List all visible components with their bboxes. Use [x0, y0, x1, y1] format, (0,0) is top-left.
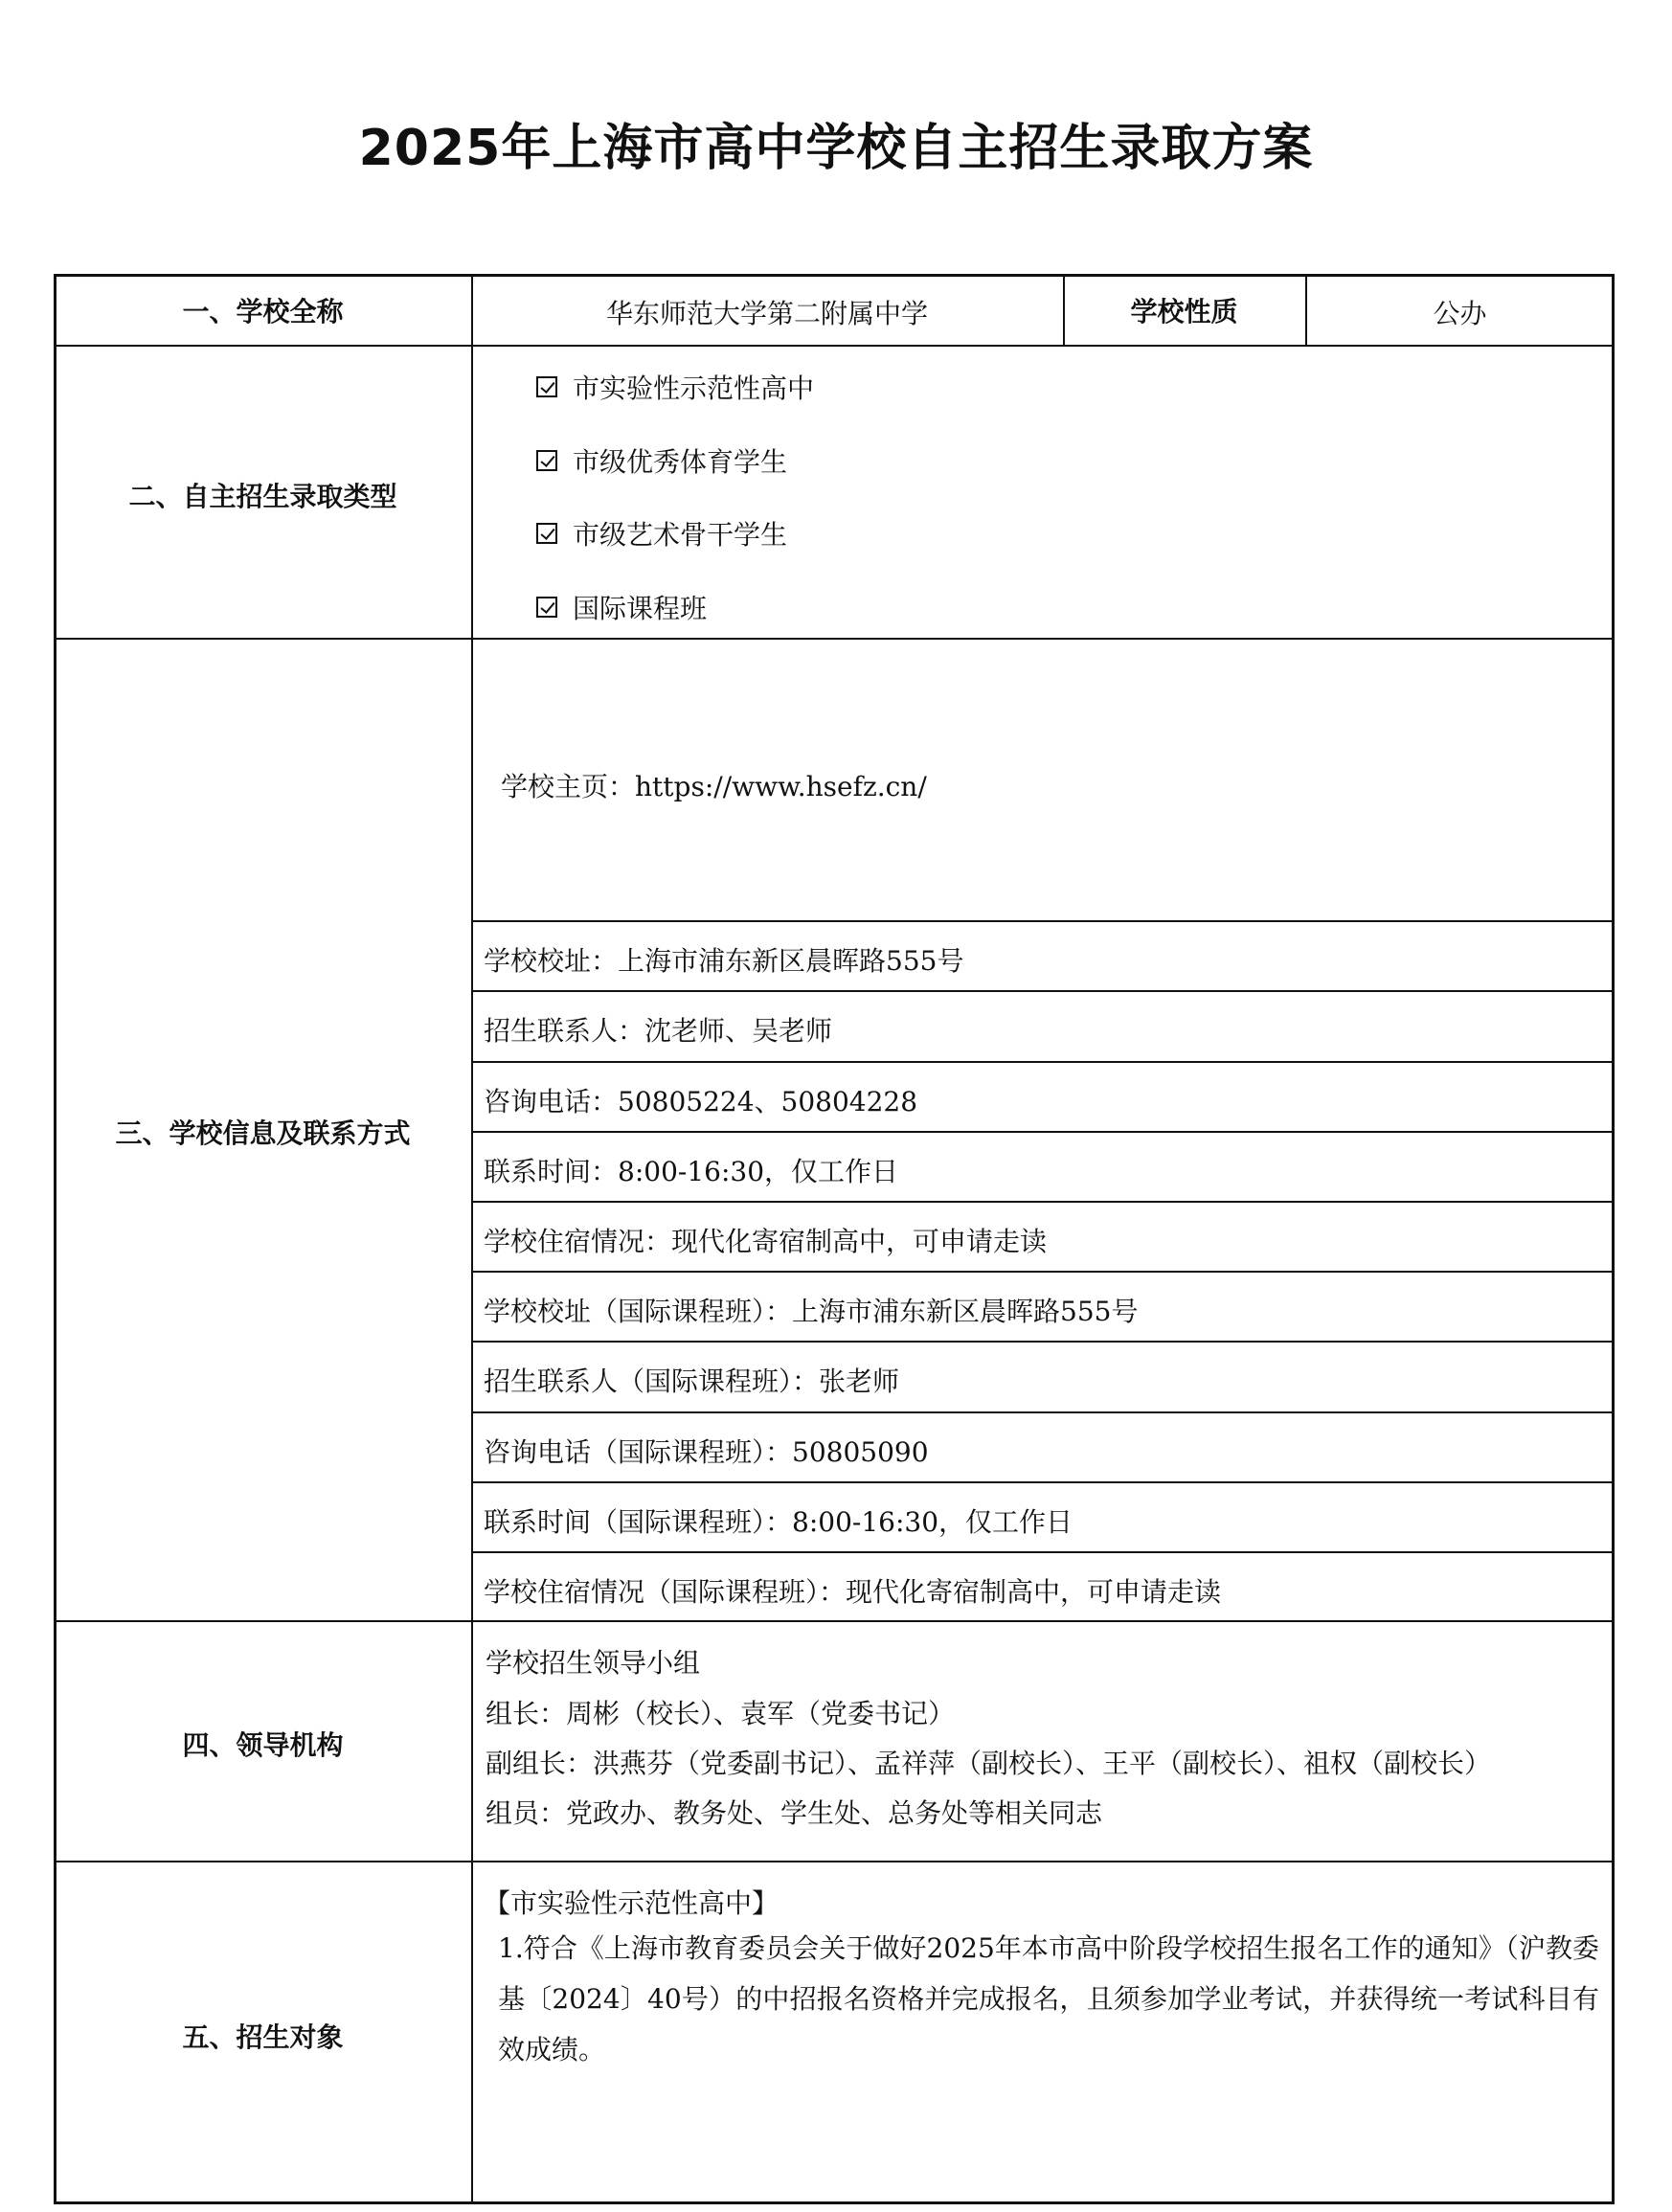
admission-type-item: 市级优秀体育学生: [536, 441, 787, 480]
table-divider: [471, 1411, 1615, 1413]
info-row-intl-hours: 联系时间（国际课程班）：8:00-16:30，仅工作日: [484, 1506, 1073, 1538]
section-label-school-name: 一、学校全称: [182, 296, 344, 327]
table-divider: [471, 1271, 1615, 1273]
section-label-school-info: 三、学校信息及联系方式: [115, 1117, 411, 1149]
info-row-intl-phone: 咨询电话（国际课程班）：50805090: [484, 1436, 929, 1468]
section-label-leadership: 四、领导机构: [182, 1729, 344, 1761]
table-divider: [471, 990, 1615, 992]
info-row-intl-address: 学校校址（国际课程班）：上海市浦东新区晨晖路555号: [484, 1296, 1139, 1327]
section-label-admission-types: 二、自主招生录取类型: [128, 481, 397, 512]
table-divider: [54, 345, 1615, 347]
info-row-contact: 招生联系人：沈老师、吴老师: [484, 1015, 833, 1047]
school-name-value: 华东师范大学第二附属中学: [605, 298, 928, 329]
table-divider: [471, 1481, 1615, 1483]
info-row-address: 学校校址：上海市浦东新区晨晖路555号: [484, 945, 964, 977]
school-homepage: 学校主页：https://www.hsefz.cn/: [501, 771, 927, 802]
leadership-line: 组员：党政办、教务处、学生处、总务处等相关同志: [486, 1797, 1103, 1829]
admission-type-item: 市实验性示范性高中: [536, 368, 814, 406]
table-divider: [471, 1201, 1615, 1203]
table-divider: [471, 274, 473, 2204]
enrollment-heading: 【市实验性示范性高中】: [484, 1887, 780, 1919]
info-row-phone: 咨询电话：50805224、50804228: [484, 1086, 918, 1117]
checked-box-icon: [536, 523, 557, 544]
table-divider: [54, 1861, 1615, 1862]
school-nature-value: 公办: [1433, 298, 1487, 329]
table-divider: [471, 1551, 1615, 1553]
info-row-intl-contact: 招生联系人（国际课程班）：张老师: [484, 1366, 900, 1397]
info-row-intl-boarding: 学校住宿情况（国际课程班）：现代化寄宿制高中，可申请走读: [484, 1576, 1222, 1608]
admission-type-item: 国际课程班: [536, 588, 707, 626]
info-row-boarding: 学校住宿情况：现代化寄宿制高中，可申请走读: [484, 1226, 1048, 1257]
admission-type-item: 市级艺术骨干学生: [536, 514, 787, 553]
table-divider: [471, 1061, 1615, 1063]
leadership-line: 学校招生领导小组: [486, 1647, 701, 1679]
table-divider: [54, 1620, 1615, 1622]
table-divider: [471, 920, 1615, 922]
info-row-hours: 联系时间：8:00-16:30，仅工作日: [484, 1156, 899, 1187]
checked-box-icon: [536, 597, 557, 618]
leadership-line: 组长：周彬（校长）、袁军（党委书记）: [486, 1698, 956, 1729]
section-label-enrollment-target: 五、招生对象: [182, 2021, 344, 2053]
enrollment-paragraph: 1.符合《上海市教育委员会关于做好2025年本市高中阶段学校招生报名工作的通知》（沪教委基〔2024〕40号）的中招报名资格并完成报名，且须参加学业考试，并获得统一考试科目有效成绩。: [498, 1932, 1599, 2065]
school-nature-label: 学校性质: [1130, 296, 1238, 327]
leadership-line: 副组长：洪燕芬（党委副书记）、孟祥萍（副校长）、王平（副校长）、祖权（副校长）: [486, 1748, 1492, 1779]
page-title: 2025年上海市高中学校自主招生录取方案: [358, 120, 1314, 177]
table-divider: [54, 638, 1615, 640]
table-divider: [471, 1341, 1615, 1343]
checked-box-icon: [536, 376, 557, 397]
checked-box-icon: [536, 450, 557, 471]
table-divider: [471, 1131, 1615, 1133]
